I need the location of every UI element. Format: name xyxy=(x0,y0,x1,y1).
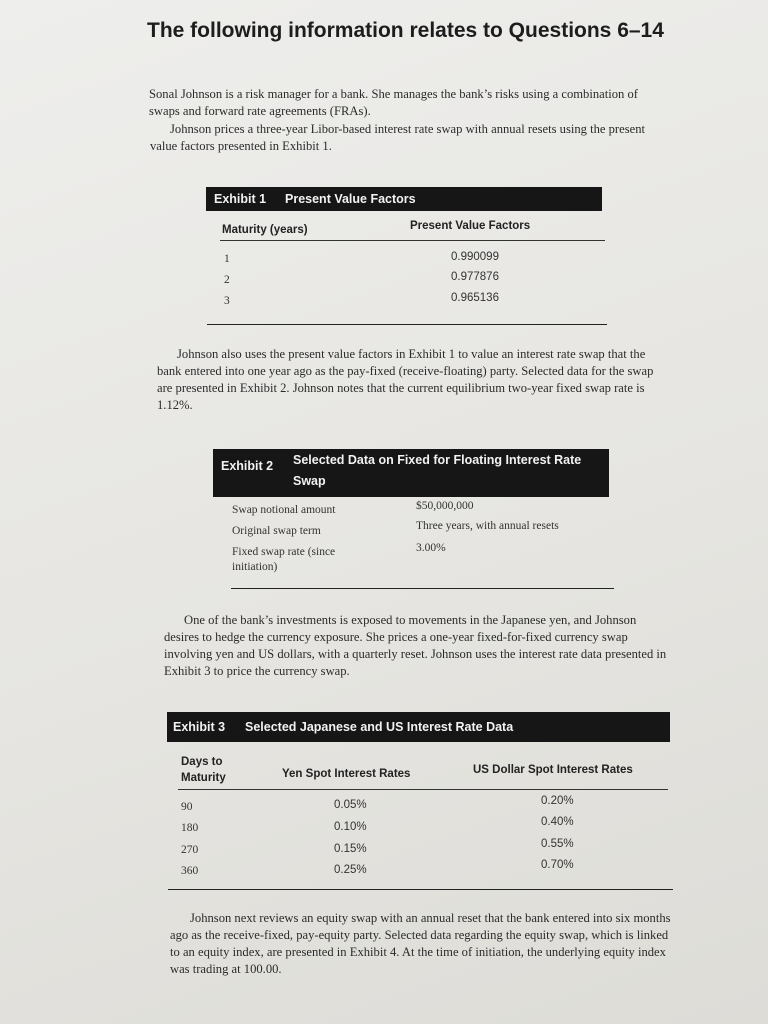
exhibit1-title: Present Value Factors xyxy=(285,192,416,206)
table-cell-pv: 0.965136 xyxy=(451,292,499,304)
table-cell-days: 270 xyxy=(181,844,199,856)
exhibit2-header xyxy=(213,449,609,497)
table-cell-maturity: 3 xyxy=(224,295,230,307)
exhibit3-title: Selected Japanese and US Interest Rate Data xyxy=(245,720,514,734)
exhibit3-label: Exhibit 3 xyxy=(173,720,226,734)
table-cell-usd: 0.20% xyxy=(541,795,574,807)
table-cell-yen: 0.25% xyxy=(334,864,367,876)
exhibit1-col-maturity: Maturity (years) xyxy=(222,224,308,236)
table-cell-maturity: 1 xyxy=(224,253,230,265)
table-cell-label: initiation) xyxy=(232,561,278,573)
table-cell-yen: 0.10% xyxy=(334,821,367,833)
table-cell-pv: 0.990099 xyxy=(451,251,499,263)
exhibit3-header xyxy=(167,712,670,742)
exhibit1-col-pv: Present Value Factors xyxy=(410,220,531,232)
table-cell-value: Three years, with annual resets xyxy=(416,520,559,532)
table-cell-usd: 0.70% xyxy=(541,859,574,871)
table-cell-days: 90 xyxy=(181,801,193,813)
table-cell-value: 3.00% xyxy=(416,542,446,554)
table-cell-yen: 0.15% xyxy=(334,843,367,855)
table-cell-days: 180 xyxy=(181,822,199,834)
table-cell-maturity: 2 xyxy=(224,274,230,286)
exhibit3-col-usd: US Dollar Spot Interest Rates xyxy=(473,764,633,776)
exhibit3-col-yen: Yen Spot Interest Rates xyxy=(282,768,411,780)
exhibit2-title-line1: Selected Data on Fixed for Floating Interest Rate xyxy=(293,453,582,467)
exhibit1-header xyxy=(206,187,602,211)
exhibit1-header-rule xyxy=(220,240,605,241)
exhibit3-col-maturity: Maturity xyxy=(181,772,226,784)
exhibit3-bottom-rule xyxy=(168,889,673,890)
table-cell-yen: 0.05% xyxy=(334,799,367,811)
exhibit2-title-line2: Swap xyxy=(293,474,326,488)
exhibit3-header-rule xyxy=(178,789,668,790)
paragraph-intro: Sonal Johnson is a risk manager for a bank. She manages the bank’s risks using a combination of swaps and forward rate agreements (FRAs). xyxy=(149,87,638,118)
exhibit1-bottom-rule xyxy=(207,324,607,325)
table-cell-label: Fixed swap rate (since xyxy=(232,546,336,558)
page-title: The following information relates to Questions 6–14 xyxy=(147,19,664,42)
table-cell-usd: 0.55% xyxy=(541,838,574,850)
table-cell-usd: 0.40% xyxy=(541,816,574,828)
exhibit3-col-days: Days to xyxy=(181,756,223,768)
paragraph-exhibit1-intro: Johnson prices a three-year Libor-based interest rate swap with annual resets using the present value factors presented in Exhibit 1. xyxy=(150,122,646,153)
paragraph-exhibit2-intro: Johnson also uses the present value factors in Exhibit 1 to value an interest rate swap that the bank entered into one year ago as the pay-fixed (receive-floating) party. Selected data for the swap are presented in Exhibit 2. Johnson notes that the current equilibrium two-year fixed swap rate is 1.12%. xyxy=(157,347,654,412)
table-cell-days: 360 xyxy=(181,865,199,877)
table-cell-label: Original swap term xyxy=(232,525,321,537)
table-cell-label: Swap notional amount xyxy=(232,504,336,516)
exhibit1-label: Exhibit 1 xyxy=(214,192,267,206)
exhibit2-label: Exhibit 2 xyxy=(221,459,274,473)
paragraph-exhibit4-intro: Johnson next reviews an equity swap with an annual reset that the bank entered into six months ago as the receive-fixed, pay-equity party. Selected data regarding the equity swap, which is linked to an equity index, are presented in Exhibit 4. At the time of initiation, the underlying equity index was trading at 100.00. xyxy=(170,911,671,976)
exhibit2-bottom-rule xyxy=(231,588,614,589)
paragraph-exhibit3-intro: One of the bank’s investments is exposed to movements in the Japanese yen, and Johnson desires to hedge the currency exposure. She prices a one-year fixed-for-fixed currency swap involving yen and US dollars, with a quarterly reset. Johnson uses the interest rate data presented in Exhibit 3 to price the currency swap. xyxy=(164,613,667,678)
table-cell-pv: 0.977876 xyxy=(451,271,499,283)
table-cell-value: $50,000,000 xyxy=(416,500,474,512)
